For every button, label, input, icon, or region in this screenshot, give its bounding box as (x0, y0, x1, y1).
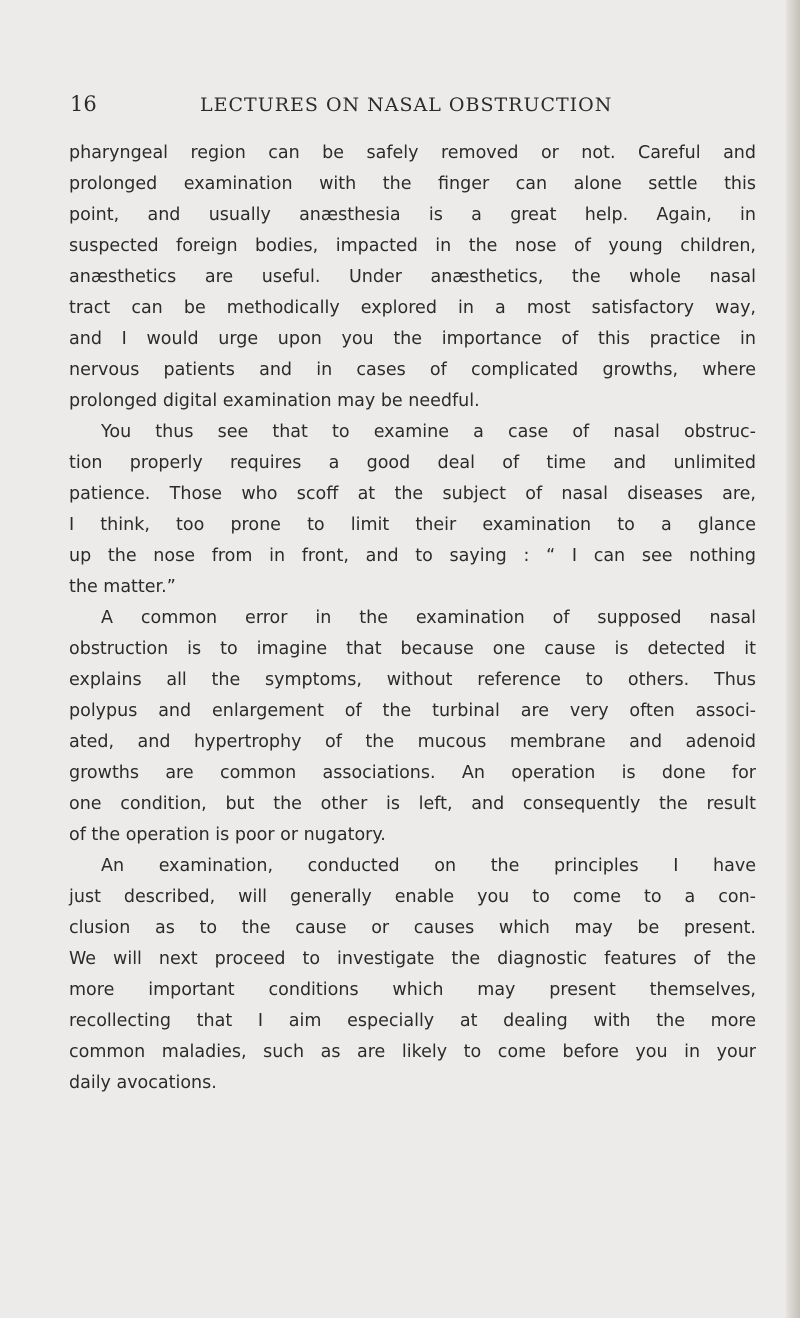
paragraph-2 (69, 417, 756, 603)
text-line: suspected foreign bodies, impacted in the nose of young children, (69, 236, 756, 256)
body-text (69, 138, 756, 1099)
text-line: one condition, but the other is left, and consequently the result (69, 794, 756, 814)
text-line: patience. Those who scoff at the subject of nasal diseases are, (69, 484, 756, 504)
text-line: I think, too prone to limit their examination to a glance (69, 515, 756, 535)
text-line: the matter.” (69, 577, 176, 597)
text-line: recollecting that I aim especially at dealing with the more (69, 1011, 756, 1031)
text-line: We will next proceed to investigate the diagnostic features of the (69, 949, 756, 969)
text-line: daily avocations. (69, 1073, 217, 1093)
text-line: of the operation is poor or nugatory. (69, 825, 386, 845)
text-line: and I would urge upon you the importance of this practice in (69, 329, 756, 349)
text-line: just described, will generally enable you to come to a con- (69, 887, 756, 907)
running-head: LECTURES ON NASAL OBSTRUCTION (200, 94, 613, 116)
text-line: up the nose from in front, and to saying : “ I can see nothing (69, 546, 756, 566)
text-line: growths are common associations. An operation is done for (69, 763, 756, 783)
text-line: tract can be methodically explored in a most satisfactory way, (69, 298, 756, 318)
text-line: explains all the symptoms, without reference to others. Thus (69, 670, 756, 690)
paragraph-3 (69, 603, 756, 851)
page-number: 16 (70, 92, 97, 116)
text-line: obstruction is to imagine that because one cause is detected it (69, 639, 756, 659)
paragraph-4 (69, 851, 756, 1099)
text-line: An examination, conducted on the principles I have (101, 856, 756, 876)
text-line: common maladies, such as are likely to come before you in your (69, 1042, 756, 1062)
text-line: You thus see that to examine a case of nasal obstruc- (101, 422, 756, 442)
text-line: prolonged digital examination may be needful. (69, 391, 480, 411)
text-line: polypus and enlargement of the turbinal are very often associ- (69, 701, 756, 721)
text-line: clusion as to the cause or causes which may be present. (69, 918, 756, 938)
text-line: point, and usually anæsthesia is a great help. Again, in (69, 205, 756, 225)
text-line: A common error in the examination of supposed nasal (101, 608, 756, 628)
text-line: nervous patients and in cases of complicated growths, where (69, 360, 756, 380)
paragraph-1 (69, 138, 756, 417)
page-header (70, 92, 760, 122)
text-line: more important conditions which may present themselves, (69, 980, 756, 1000)
page-edge-shadow (786, 0, 800, 1318)
text-line: anæsthetics are useful. Under anæsthetics, the whole nasal (69, 267, 756, 287)
text-line: prolonged examination with the finger can alone settle this (69, 174, 756, 194)
text-line: ated, and hypertrophy of the mucous membrane and adenoid (69, 732, 756, 752)
text-line: tion properly requires a good deal of time and unlimited (69, 453, 756, 473)
text-line: pharyngeal region can be safely removed or not. Careful and (69, 143, 756, 163)
